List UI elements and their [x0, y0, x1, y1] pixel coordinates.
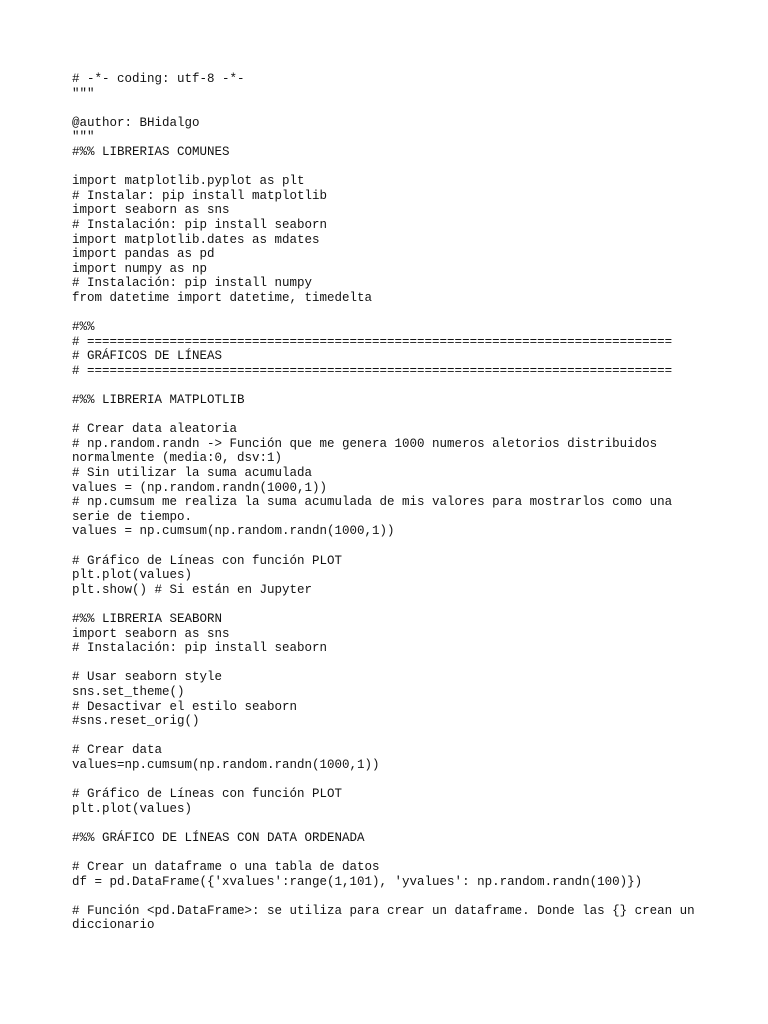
blank-line — [72, 539, 712, 554]
code-line: diccionario — [72, 918, 155, 933]
code-line: #sns.reset_orig() — [72, 714, 200, 729]
blank-line — [72, 101, 712, 116]
code-line: values = np.cumsum(np.random.randn(1000,1)) — [72, 524, 395, 539]
code-line: #%% GRÁFICO DE LÍNEAS CON DATA ORDENADA — [72, 830, 365, 845]
document-page — [72, 72, 712, 933]
blank-line — [72, 773, 712, 788]
code-line: # ============================================================================== — [72, 363, 673, 378]
code-line: import numpy as np — [72, 261, 208, 276]
code-line: import matplotlib.dates as mdates — [72, 232, 320, 247]
code-line: # Crear data aleatoria — [72, 422, 238, 437]
code-line: # Usar seaborn style — [72, 670, 223, 685]
code-line: # np.random.randn -> Función que me genera 1000 numeros aletorios distribuidos — [72, 436, 658, 451]
code-line: import pandas as pd — [72, 247, 215, 262]
code-line: @author: BHidalgo — [72, 115, 200, 130]
code-line: #%% LIBRERIA SEABORN — [72, 611, 223, 626]
blank-line — [72, 889, 712, 904]
blank-line — [72, 816, 712, 831]
code-line: # GRÁFICOS DE LÍNEAS — [72, 349, 223, 364]
code-line: plt.show() # Si están en Jupyter — [72, 582, 313, 597]
code-line: # Crear data — [72, 743, 163, 758]
blank-line — [72, 597, 712, 612]
code-line: import seaborn as sns — [72, 626, 230, 641]
blank-line — [72, 306, 712, 321]
code-line: from datetime import datetime, timedelta — [72, 290, 373, 305]
code-line: import seaborn as sns — [72, 203, 230, 218]
blank-line — [72, 378, 712, 393]
code-line: # ============================================================================== — [72, 334, 673, 349]
code-line: #%% LIBRERIAS COMUNES — [72, 144, 230, 159]
code-line: """ — [72, 130, 95, 145]
code-line: """ — [72, 86, 95, 101]
blank-line — [72, 656, 712, 671]
code-line: # Gráfico de Líneas con función PLOT — [72, 787, 343, 802]
code-line: serie de tiempo. — [72, 509, 193, 524]
code-line: import matplotlib.pyplot as plt — [72, 174, 305, 189]
code-line: normalmente (media:0, dsv:1) — [72, 451, 283, 466]
code-line: plt.plot(values) — [72, 801, 193, 816]
blank-line — [72, 729, 712, 744]
code-line: values=np.cumsum(np.random.randn(1000,1)) — [72, 757, 380, 772]
code-line: # Desactivar el estilo seaborn — [72, 699, 298, 714]
code-line: #%% — [72, 320, 95, 335]
blank-line — [72, 408, 712, 423]
code-line: plt.plot(values) — [72, 568, 193, 583]
code-line: # Gráfico de Líneas con función PLOT — [72, 553, 343, 568]
code-line: values = (np.random.randn(1000,1)) — [72, 480, 328, 495]
code-line: # -*- coding: utf-8 -*- — [72, 72, 245, 86]
code-line: # Sin utilizar la suma acumulada — [72, 466, 313, 481]
code-line: # np.cumsum me realiza la suma acumulada de mis valores para mostrarlos como una — [72, 495, 673, 510]
code-line: # Instalación: pip install seaborn — [72, 641, 328, 656]
code-line: # Crear un dataframe o una tabla de datos — [72, 860, 380, 875]
code-line: # Instalación: pip install numpy — [72, 276, 313, 291]
code-line: sns.set_theme() — [72, 684, 185, 699]
code-line: # Instalación: pip install seaborn — [72, 217, 328, 232]
blank-line — [72, 160, 712, 175]
code-line: # Instalar: pip install matplotlib — [72, 188, 328, 203]
code-line: df = pd.DataFrame({'xvalues':range(1,101), 'yvalues': np.random.randn(100)}) — [72, 874, 643, 889]
code-line: # Función <pd.DataFrame>: se utiliza para crear un dataframe. Donde las {} crean un — [72, 903, 695, 918]
code-line: #%% LIBRERIA MATPLOTLIB — [72, 393, 245, 408]
blank-line — [72, 845, 712, 860]
